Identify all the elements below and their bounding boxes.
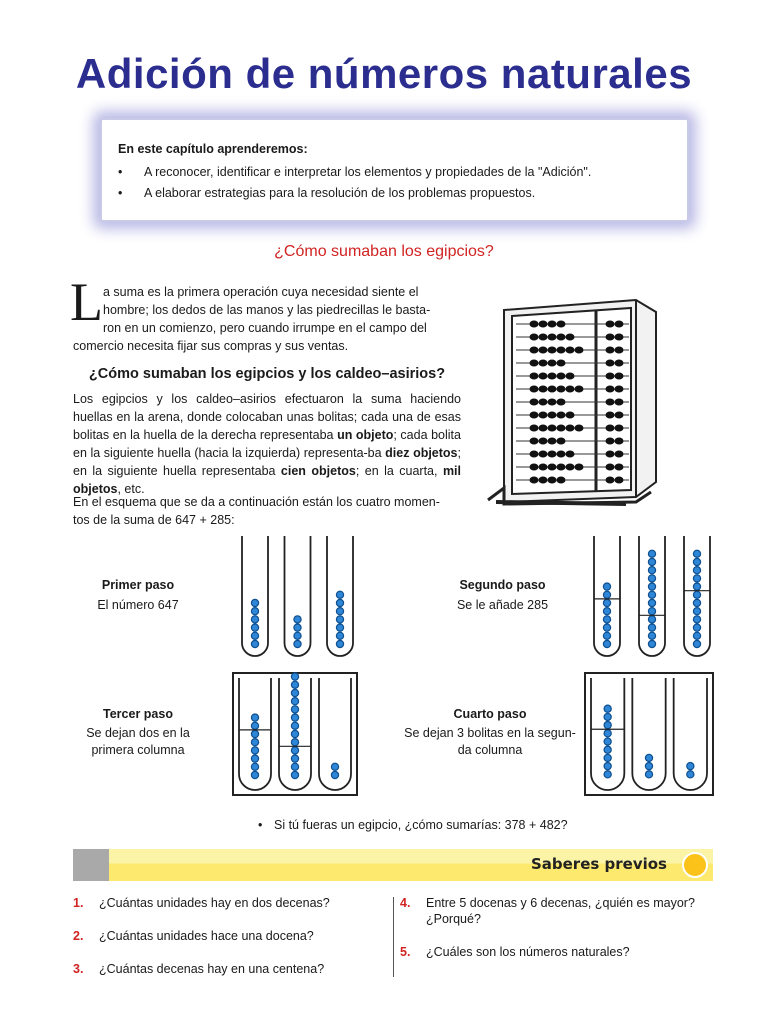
abacus-ball: [648, 583, 655, 590]
abacus-bead: [615, 360, 624, 367]
abacus-bead: [530, 334, 539, 341]
abacus-ball: [251, 730, 258, 737]
abacus-bead: [539, 438, 548, 445]
abacus-ball: [251, 640, 258, 647]
step-1: [73, 578, 203, 614]
abacus-ball: [645, 763, 652, 770]
abacus-bead: [615, 464, 624, 471]
abacus-ball: [604, 722, 611, 729]
abacus-bead: [530, 464, 539, 471]
question-item: [400, 895, 730, 944]
abacus-bead: [548, 373, 557, 380]
abacus-bead: [615, 321, 624, 328]
abacus-ball: [291, 714, 298, 721]
abacus-ball: [603, 632, 610, 639]
abacus-ball: [693, 575, 700, 582]
body-text: ; en la siguiente huella representaba: [73, 446, 461, 478]
abacus-ball: [294, 640, 301, 647]
page-title: Adición de números naturales: [75, 50, 693, 97]
abacus-bead: [530, 399, 539, 406]
abacus-ball: [251, 616, 258, 623]
intro-line: a suma es la primera operación cuya necesidad siente el: [103, 285, 419, 299]
step-4-abacus: [584, 672, 714, 796]
question-number: 4.: [400, 896, 411, 910]
abacus-ball: [251, 755, 258, 762]
intro-paragraph: [73, 283, 461, 355]
abacus-bead: [548, 451, 557, 458]
step-3-abacus: [232, 672, 358, 796]
body-paragraph: [73, 390, 461, 498]
saberes-previos-bar: [73, 849, 713, 881]
step-desc: Se dejan 3 bolitas en la segun-: [404, 726, 576, 740]
abacus-bead: [539, 399, 548, 406]
question-item: [73, 928, 383, 961]
abacus-bead: [530, 477, 539, 484]
abacus-bead: [557, 399, 566, 406]
abacus-ball: [251, 739, 258, 746]
body-text: ; cada bolita en la siguiente huella (hacia la izquierda) representa-ba: [73, 428, 461, 460]
abacus-ball: [693, 599, 700, 606]
body-text: , etc.: [117, 482, 145, 496]
subtitle: ¿Cómo sumaban los egipcios y los caldeo–asirios?: [88, 366, 446, 382]
abacus-bead: [530, 360, 539, 367]
abacus-ball: [693, 640, 700, 647]
abacus-bead: [557, 438, 566, 445]
abacus-ball: [251, 763, 258, 770]
abacus-ball: [603, 599, 610, 606]
question-item: [73, 961, 383, 977]
abacus-bead: [557, 412, 566, 419]
objectives-box: [100, 118, 689, 222]
abacus-ball: [291, 755, 298, 762]
abacus-bead: [539, 464, 548, 471]
abacus-bead: [566, 334, 575, 341]
abacus-bead: [539, 373, 548, 380]
step-title: Cuarto paso: [453, 707, 527, 721]
saberes-label: Saberes previos: [530, 855, 667, 873]
step-desc: da columna: [457, 743, 523, 757]
abacus-bead: [615, 334, 624, 341]
abacus-bead: [615, 386, 624, 393]
abacus-bead: [539, 477, 548, 484]
abacus-bead: [566, 425, 575, 432]
body-bold: diez objetos: [385, 446, 458, 460]
abacus-ball: [291, 722, 298, 729]
abacus-bead: [575, 347, 584, 354]
abacus-ball: [693, 558, 700, 565]
abacus-ball: [604, 754, 611, 761]
body-text: ; en la cuarta,: [355, 464, 443, 478]
abacus-ball: [251, 608, 258, 615]
abacus-ball: [648, 640, 655, 647]
question-number: 5.: [400, 945, 411, 959]
step-4: [395, 707, 585, 759]
abacus-ball: [336, 624, 343, 631]
abacus-ball: [603, 591, 610, 598]
abacus-ball: [336, 640, 343, 647]
abacus-bead: [530, 386, 539, 393]
abacus-ball: [693, 616, 700, 623]
abacus-ball: [291, 698, 298, 705]
abacus-bead: [615, 438, 624, 445]
abacus-bead: [548, 386, 557, 393]
abacus-bead: [566, 451, 575, 458]
abacus-ball: [604, 705, 611, 712]
abacus-ball: [336, 608, 343, 615]
abacus-ball: [687, 763, 694, 770]
abacus-ball: [603, 583, 610, 590]
abacus-ball: [604, 771, 611, 778]
abacus-ball: [648, 591, 655, 598]
abacus-bead: [548, 334, 557, 341]
abacus-ball: [648, 624, 655, 631]
question-number: 3.: [73, 962, 84, 976]
abacus-bead: [548, 438, 557, 445]
intro-line: comercio necesita fijar sus compras y sus ventas.: [73, 339, 349, 353]
abacus-bead: [539, 451, 548, 458]
abacus-ball: [693, 583, 700, 590]
abacus-bead: [557, 347, 566, 354]
abacus-ball: [251, 632, 258, 639]
abacus-ball: [251, 747, 258, 754]
abacus-ball: [331, 771, 338, 778]
step-desc: El número 647: [97, 598, 179, 612]
abacus-bead: [575, 464, 584, 471]
abacus-ball: [693, 567, 700, 574]
abacus-ball: [251, 599, 258, 606]
question-number: 1.: [73, 896, 84, 910]
abacus-bead: [566, 386, 575, 393]
abacus-bead: [606, 386, 615, 393]
abacus-ball: [604, 713, 611, 720]
abacus-ball: [336, 599, 343, 606]
abacus-ball: [648, 575, 655, 582]
abacus-ball: [603, 640, 610, 647]
scheme-paragraph: [73, 493, 461, 529]
question-text: ¿Cuántas decenas hay en una centena?: [99, 962, 325, 976]
saberes-circle-icon: [682, 852, 708, 878]
abacus-bead: [539, 321, 548, 328]
abacus-bead: [557, 360, 566, 367]
abacus-bead: [539, 334, 548, 341]
abacus-bead: [530, 347, 539, 354]
abacus-bead: [615, 347, 624, 354]
abacus-bead: [557, 464, 566, 471]
abacus-ball: [291, 747, 298, 754]
section-title: ¿Cómo sumaban los egipcios?: [274, 243, 494, 260]
abacus-ball: [693, 591, 700, 598]
intro-line: ron en un comienzo, pero cuando irrumpe en el campo del: [103, 321, 427, 335]
abacus-ball: [604, 730, 611, 737]
question-number: 2.: [73, 929, 84, 943]
abacus-bead: [615, 373, 624, 380]
abacus-bead: [548, 321, 557, 328]
abacus-bead: [606, 477, 615, 484]
body-bold: cien objetos: [280, 464, 356, 478]
abacus-ball: [291, 689, 298, 696]
abacus-bead: [606, 321, 615, 328]
abacus-bead: [557, 425, 566, 432]
abacus-bead: [530, 373, 539, 380]
abacus-bead: [566, 464, 575, 471]
question-line: [258, 818, 568, 832]
bullet: •: [118, 186, 123, 200]
objective-item: [118, 186, 535, 200]
abacus-bead: [606, 438, 615, 445]
objective-item: [118, 165, 591, 179]
question-text: ¿Cuántas unidades hay en dos decenas?: [99, 896, 330, 910]
bullet: •: [118, 165, 123, 179]
saberes-gray-block: [73, 849, 109, 881]
abacus-ball: [604, 738, 611, 745]
abacus-bead: [606, 334, 615, 341]
abacus-bead: [606, 425, 615, 432]
abacus-bead: [539, 360, 548, 367]
abacus-ball: [336, 616, 343, 623]
objectives-heading: En este capítulo aprenderemos:: [118, 142, 308, 156]
step-2-abacus: [592, 534, 712, 659]
abacus-ball: [251, 771, 258, 778]
abacus-ball: [336, 632, 343, 639]
questions-left: [73, 895, 383, 977]
abacus-bead: [548, 425, 557, 432]
abacus-ball: [603, 624, 610, 631]
abacus-bead: [557, 321, 566, 328]
questions-right: [400, 895, 730, 960]
abacus-bead: [548, 464, 557, 471]
abacus-ball: [291, 771, 298, 778]
abacus-bead: [606, 451, 615, 458]
body-bold: un objeto: [337, 428, 394, 442]
scheme-line: En el esquema que se da a continuación están los cuatro momen-: [73, 495, 440, 509]
abacus-ball: [693, 608, 700, 615]
abacus-ball: [648, 558, 655, 565]
abacus-ball: [648, 616, 655, 623]
abacus-bead: [530, 438, 539, 445]
abacus-bead: [557, 451, 566, 458]
abacus-ball: [294, 632, 301, 639]
body-text: Los egipcios y los caldeo–asirios efectuaron la suma haciendo huellas en la arena, donde colocaban unas bolitas; cada una de esas bolitas en la huella de la derecha representaba: [73, 392, 461, 442]
abacus-bead: [548, 399, 557, 406]
step-title: Primer paso: [101, 578, 175, 592]
abacus-ball: [291, 763, 298, 770]
abacus-bead: [557, 477, 566, 484]
intro-line: hombre; los dedos de las manos y las piedrecillas le basta-: [103, 303, 431, 317]
abacus-bead: [606, 347, 615, 354]
abacus-bead: [557, 373, 566, 380]
abacus-bead: [530, 321, 539, 328]
abacus-bead: [539, 386, 548, 393]
abacus-ball: [291, 739, 298, 746]
abacus-bead: [615, 451, 624, 458]
question-text: ¿Cuántas unidades hace una docena?: [99, 929, 314, 943]
abacus-ball: [251, 714, 258, 721]
abacus-bead: [548, 347, 557, 354]
step-1-abacus: [240, 534, 355, 659]
bullet: •: [258, 818, 263, 832]
abacus-ball: [336, 591, 343, 598]
abacus-ball: [291, 673, 298, 680]
abacus-ball: [648, 608, 655, 615]
abacus-ball: [251, 722, 258, 729]
abacus-bead: [566, 373, 575, 380]
abacus-ball: [603, 608, 610, 615]
abacus-bead: [530, 412, 539, 419]
abacus-bead: [566, 347, 575, 354]
abacus-ball: [645, 754, 652, 761]
abacus-bead: [557, 334, 566, 341]
abacus-bead: [606, 412, 615, 419]
abacus-ball: [648, 550, 655, 557]
abacus-ball: [251, 624, 258, 631]
abacus-bead: [530, 451, 539, 458]
step-desc: primera columna: [91, 743, 185, 757]
abacus-ball: [648, 567, 655, 574]
column-divider: [393, 897, 394, 977]
abacus-bead: [615, 399, 624, 406]
abacus-ball: [603, 616, 610, 623]
abacus-ball: [291, 706, 298, 713]
abacus-bead: [615, 412, 624, 419]
abacus-bead: [548, 477, 557, 484]
dropcap: L: [70, 272, 103, 332]
abacus-bead: [539, 425, 548, 432]
abacus-ball: [693, 624, 700, 631]
question-item: [400, 944, 730, 960]
abacus-ball: [294, 624, 301, 631]
abacus-ball: [687, 771, 694, 778]
question-text: ¿Porqué?: [426, 912, 481, 926]
question-text: Entre 5 docenas y 6 decenas, ¿quién es mayor?: [426, 896, 695, 910]
abacus-ball: [604, 746, 611, 753]
abacus-bead: [615, 477, 624, 484]
step-3: [73, 707, 203, 759]
abacus-bead: [557, 386, 566, 393]
step-desc: Se dejan dos en la: [86, 726, 190, 740]
abacus-ball: [291, 730, 298, 737]
step-desc: Se le añade 285: [456, 598, 549, 612]
abacus-bead: [606, 464, 615, 471]
objective-text: A reconocer, identificar e interpretar los elementos y propiedades de la "Adición".: [144, 165, 592, 179]
abacus-bead: [539, 412, 548, 419]
abacus-ball: [604, 763, 611, 770]
abacus-bead: [575, 425, 584, 432]
abacus-bead: [615, 425, 624, 432]
abacus-bead: [539, 347, 548, 354]
abacus-bead: [606, 360, 615, 367]
abacus-bead: [606, 373, 615, 380]
step-title: Segundo paso: [459, 578, 546, 592]
abacus-bead: [530, 425, 539, 432]
question-text: Si tú fueras un egipcio, ¿cómo sumarías: 378 + 482?: [274, 818, 568, 832]
abacus-ball: [331, 763, 338, 770]
abacus-bead: [575, 386, 584, 393]
objective-text: A elaborar estrategias para la resolución de los problemas propuestos.: [144, 186, 536, 200]
abacus-ball: [648, 632, 655, 639]
abacus-ball: [693, 632, 700, 639]
abacus-ball: [294, 616, 301, 623]
abacus-bead: [606, 399, 615, 406]
step-title: Tercer paso: [103, 707, 173, 721]
abacus-bead: [548, 412, 557, 419]
abacus-illustration: [486, 292, 666, 507]
body-bold: mil objetos: [73, 464, 461, 496]
abacus-bead: [548, 360, 557, 367]
abacus-ball: [645, 771, 652, 778]
abacus-ball: [648, 599, 655, 606]
scheme-line: tos de la suma de 647 + 285:: [73, 513, 235, 527]
question-item: [73, 895, 383, 928]
abacus-bead: [566, 412, 575, 419]
abacus-ball: [693, 550, 700, 557]
abacus-ball: [291, 681, 298, 688]
question-text: ¿Cuáles son los números naturales?: [426, 945, 630, 959]
step-2: [420, 578, 585, 614]
